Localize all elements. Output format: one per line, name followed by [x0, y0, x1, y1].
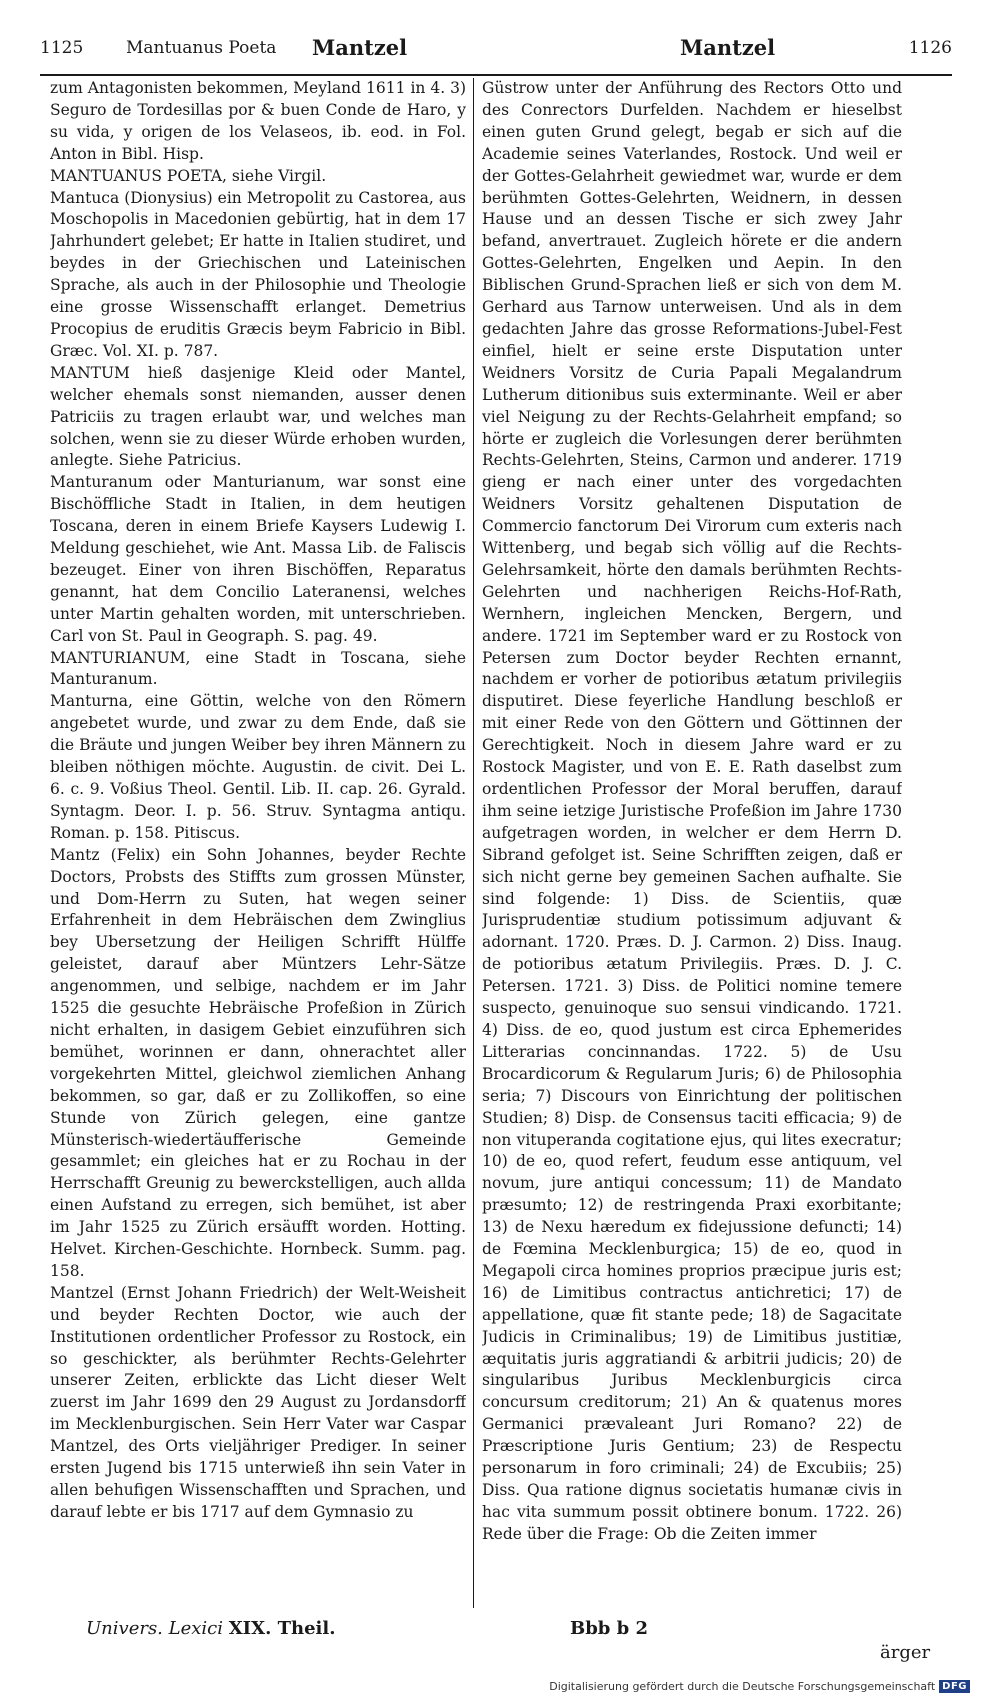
header-left-keyword: Mantzel — [312, 35, 408, 60]
entry-paragraph: Manturanum oder Manturianum, war sonst eine Bischöffliche Stadt in Italien, in dem heutigen Toscana, deren in einem Briefe Kaysers Ludewig I. Meldung geschiehet, wie Ant. Massa Lib. de Faliscis bezeuget. Einer von ihren Bischöffen, Reparatus genannt, hat dem Concilio Lateranensi, welches unter Martin gehalten worden, mit unterschrieben. Carl von St. Paul in Geograph. S. pag. 49. — [50, 473, 466, 645]
volume-footer — [86, 1618, 335, 1639]
entry-paragraph: Manturna, eine Göttin, welche von den Römern angebetet wurde, und zwar zu dem Ende, daß sie die Bräute und jungen Weiber bey ihren Männern zu bleiben nöthigen möchte. Augustin. de civit. Dei L. 6. c. 9. Voßius Theol. Gentil. Lib. II. cap. 26. Gyrald. Syntagm. Deor. I. p. 56. Struv. Syntagma antiqu. Roman. p. 158. Pitiscus. — [50, 692, 466, 842]
running-header — [40, 30, 952, 76]
header-left-label: Mantuanus Poeta — [126, 38, 277, 58]
page-number-left: 1125 — [40, 38, 84, 58]
entry-paragraph: Mantuca (Dionysius) ein Metropolit zu Castorea, aus Moschopolis in Macedonien gebürtig, hat in dem 17 Jahrhundert gelebet; Er hatte in Italien studiret, und beydes in der Griechischen und Lateinischen Sprache, als auch in der Philosophie und Theologie eine grosse Wissenschafft erlanget. Demetrius Procopius de eruditis Græcis beym Fabricio in Bibl. Græc. Vol. XI. p. 787. — [50, 188, 466, 360]
entry-paragraph: MANTURIANUM, eine Stadt in Toscana, siehe Manturanum. — [50, 648, 466, 689]
header-right-keyword: Mantzel — [680, 35, 776, 60]
signature-mark: Bbb b 2 — [570, 1618, 649, 1639]
entry-paragraph: MANTUM hieß dasjenige Kleid oder Mantel, welcher ehemals sonst niemanden, ausser denen Patriciis zu tragen erlaubt war, und welches man solchen, wenn sie zu dieser Würde erhoben wurden, anlegte. Siehe Patricius. — [50, 363, 466, 470]
right-text-column — [482, 78, 902, 1615]
entry-paragraph: Güstrow unter der Anführung des Rectors Otto und des Conrectors Durfelden. Nachdem er hieselbst einen guten Grund gelegt, begab er sich auf die Academie seines Vaterlandes, Rostock. Und weil er der Gottes-Gelahrheit gewiedmet war, wurde er dem berühmten Gottes-Gelehrten, Weidnern, in dessen Hause und an dessen Tische er sich zwey Jahr befand, anvertrauet. Zugleich hörete er die andern Gottes-Gelehrten, Engelken und Aepin. In den Biblischen Grund-Sprachen ließ er sich von dem M. Gerhard aus Tarnow unterweisen. Und als in dem gedachten Jahre das grosse Reformations-Jubel-Fest einfiel, hielt er seine erste Disputation unter Weidners Vorsitz de Curia Papali Megalandrum Lutherum ditionibus suis exterminante. Weil er aber viel Neigung zu der Rechts-Gelahrheit empfand; so hörte er zugleich die Vorlesungen derer berühmten Rechts-Gelehrten, Steins, Carmon und anderer. 1719 gieng er nach einer unter des vorgedachten Weidners Vorsitz gehaltenen Disputation de Commercio fanctorum Dei Virorum cum exteris nach Wittenberg, und begab sich völlig auf die Rechts-Gelehrsamkeit, hörte den damals berühmten Rechts-Gelehrten und nachherigen Reichs-Hof-Rath, Wernhern, ingleichen Mencken, Bergern, und andere. 1721 im September ward er zu Rostock von Petersen zum Doctor beyder Rechten ernannt, nachdem er vorher de potioribus ætatum privilegiis disputiret. Diese feyerliche Handlung beschloß er mit einer Rede von den Göttern und Göttinnen der Gerechtigkeit. Noch in diesem Jahre ward er zu Rostock Magister, und von E. E. Rath daselbst zum ordentlichen Professor der Moral beruffen, darauf ihm seine ietzige Juristische Profeßion im Jahre 1730 aufgetragen worden, in welcher er dem Herrn D. Sibrand gefolget ist. Seine Schrifften zeigen, daß er sich nicht gerne bey gemeinen Sachen aufhalte. Sie sind folgende: 1) Diss. de Scientiis, quæ Jurisprudentiæ studium potissimum adjuvant & adornant. 1720. Præs. D. J. Carmon. 2) Diss. Inaug. de potioribus ætatum Privilegiis. Præs. D. J. C. Petersen. 1721. 3) Diss. de Politici nomine temere suspecto, genuinoque suo sensui vindicando. 1721. 4) Diss. de eo, quod justum est circa Ephemerides Litterarias concinnandas. 1722. 5) de Usu Brocardicorum & Regularum Juris; 6) de Philosophia seria; 7) Discours von Einrichtung der politischen Studien; 8) Disp. de Consensus taciti efficacia; 9) de non vituperanda cogitatione ejus, qui lites execratur; 10) de eo, quod refert, feudum esse antiquum, vel novum, jure antiqui concessum; 11) de Mandato præsumto; 12) de restringenda Praxi exorbitante; 13) de Nexu hæredum ex fidejussione defuncti; 14) de Fœmina Mecklenburgica; 15) de eo, quod in Megapoli circa homines proprios præcipue juris est; 16) de Limitibus contractus antichretici; 17) de appellatione, quæ fit stante pede; 18) de Sagacitate Judicis in Criminalibus; 19) de Limitibus justitiæ, æquitatis juris aggratiandi & arbitrii judicis; 20) de singularibus Juribus Mecklenburgicis circa concursum creditorum; 21) An & quatenus mores Germanici prævaleant Juri Romano? 22) de Præscriptione Juris Gentium; 23) de Respectu personarum in foro criminali; 24) de Excubiis; 25) Diss. Qua ratione dignus societatis humanæ civis in hac vita summum possit obtinere bonum. 1722. 26) Rede über die Frage: Ob die Zeiten immer — [482, 79, 902, 1543]
dfg-logo: DFG — [939, 1680, 970, 1693]
entry-paragraph: MANTUANUS POETA, siehe Virgil. — [50, 166, 327, 185]
catchword: ärger — [880, 1642, 931, 1663]
volume-title: Univers. Lexici — [86, 1618, 223, 1639]
entry-paragraph: Mantzel (Ernst Johann Friedrich) der Welt-Weisheit und beyder Rechten Doctor, wie auch der Institutionen ordentlicher Professor zu Rostock, ein so geschickter, als berühmter Rechts-Gelehrter unserer Zeiten, erblickte das Licht dieser Welt zuerst im Jahr 1699 den 29 August zu Jordansdorff im Mecklenburgischen. Sein Herr Vater war Caspar Mantzel, des Orts vieljähriger Prediger. In seiner ersten Jugend bis 1715 unterwieß ihn sein Vater in allen behufigen Wissenschafften und Sprachen, und darauf lebte er bis 1717 auf dem Gymnasio zu — [50, 1283, 466, 1521]
page-number-right: 1126 — [908, 38, 952, 58]
entry-paragraph: Mantz (Felix) ein Sohn Johannes, beyder Rechte Doctors, Probsts des Stiffts zum grossen Münster, und Dom-Herrn zu Suten, hat wegen seiner Erfahrenheit in dem Hebräischen dem Zwinglius bey Ubersetzung der Heiligen Schrifft Hülffe geleistet, darauf aber Müntzers Lehr-Sätze angenommen, und selbige, nachdem er im Jahr 1525 die gesuchte Hebräische Profeßion in Zürich nicht erhalten, in dasigem Gebiet einzuführen sich bemühet, worinnen er dann, ohnerachtet aller vorgekehrten Mittel, gleichwol ziemlichen Anhang bekommen, so gar, daß er zu Zollikoffen, so eine Stunde von Zürich gelegen, eine gantze Münsterisch-wiedertäufferische Gemeinde gesammlet; ein gleiches hat er zu Rochau in der Herrschafft Greunig zu bewerckstelligen, auch allda einen Aufstand zu erregen, sich bemühet, ist aber im Jahr 1525 zu Zürich ersäufft worden. Hotting. Helvet. Kirchen-Geschichte. Hornbeck. Summ. pag. 158. — [50, 845, 466, 1280]
left-text-column — [50, 78, 466, 1615]
digitization-credit — [549, 1680, 970, 1693]
entry-paragraph: zum Antagonisten bekommen, Meyland 1611 in 4. 3) Seguro de Tordesillas por & buen Conde de Haro, y su vida, y origen de los Velaseos, ib. eod. in Fol. Anton in Bibl. Hisp. — [50, 79, 466, 163]
column-divider — [473, 78, 474, 1608]
credit-text: Digitalisierung gefördert durch die Deutsche Forschungsgemeinschaft — [549, 1680, 936, 1693]
volume-part: XIX. Theil. — [228, 1618, 336, 1639]
